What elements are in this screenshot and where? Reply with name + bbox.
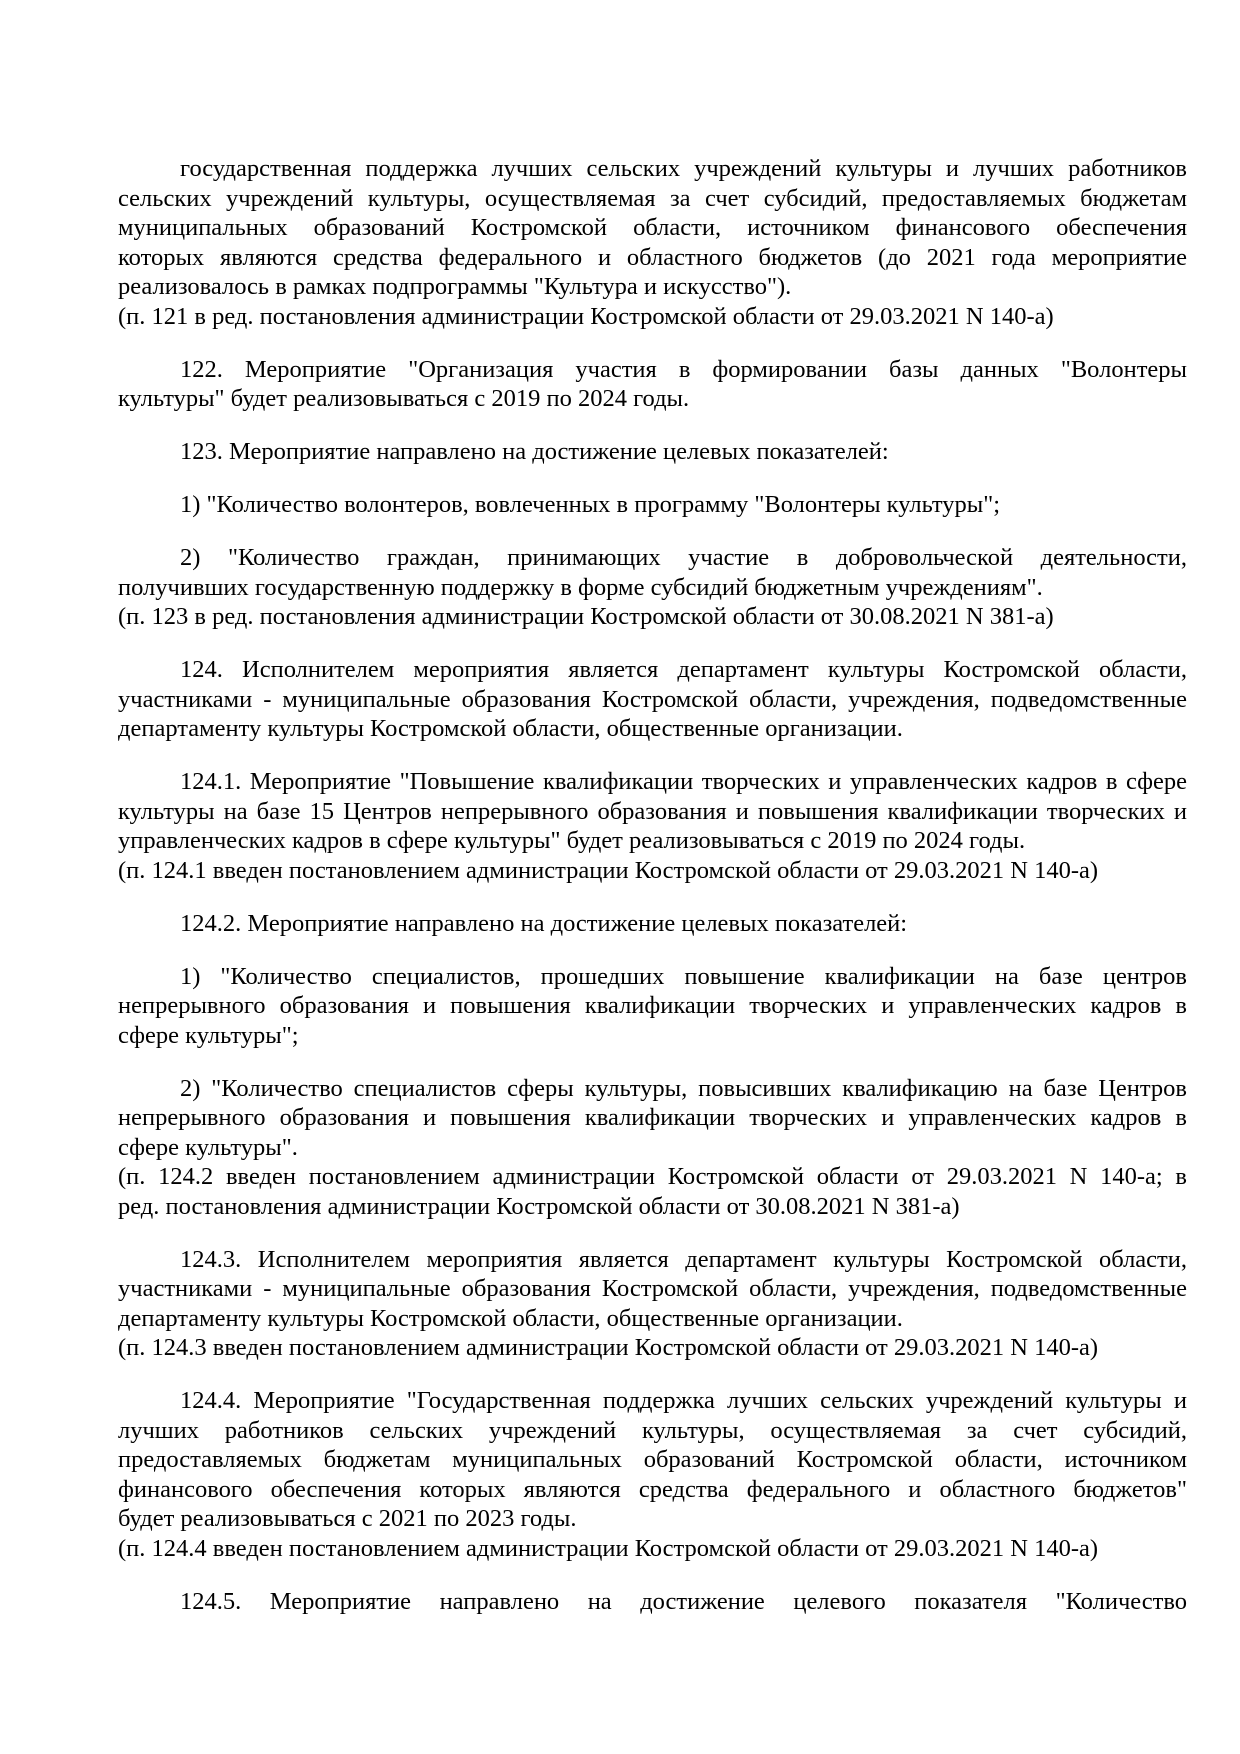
text-line: реализовалось в рамках подпрограммы "Культура и искусство"). [118,273,792,300]
text-line: которых являются средства федерального и областного бюджетов (до 2021 года мероприятие [118,243,1187,271]
document-page [118,154,1187,1640]
paragraph [118,154,1187,331]
text-line: непрерывного образования и повышения квалификации творческих и управленческих кадров в [118,1104,1187,1131]
paragraph [118,1386,1187,1563]
amendment-note-line: ред. постановления администрации Костромской области от 30.08.2021 N 381-а) [118,1192,960,1220]
paragraph [118,1074,1187,1222]
text-line: департаменту культуры Костромской области, общественные организации. [118,715,903,742]
text-line: департаменту культуры Костромской области, общественные организации. [118,1304,903,1332]
amendment-note-line: (п. 123 в ред. постановления администрации Костромской области от 30.08.2021 N 381-а) [118,603,1054,630]
text-line: 124.5. Мероприятие направлено на достижение целевого показателя "Количество [180,1587,1187,1615]
paragraph [118,355,1187,414]
text-line: непрерывного образования и повышения квалификации творческих и управленческих кадров в [118,992,1187,1019]
text-line: 1) "Количество волонтеров, вовлеченных в программу "Волонтеры культуры"; [180,491,1001,518]
amendment-note-line: (п. 124.2 введен постановлением администрации Костромской области от 29.03.2021 N 140-а; в [118,1163,1187,1190]
text-line: 124.4. Мероприятие "Государственная поддержка лучших сельских учреждений культуры и [180,1387,1187,1414]
paragraph [118,543,1187,632]
text-line: лучших работников сельских учреждений культуры, осуществляемая за счет субсидий, [118,1416,1187,1444]
text-line: 122. Мероприятие "Организация участия в формировании базы данных "Волонтеры [180,355,1187,383]
paragraph [118,1245,1187,1363]
text-line: 1) "Количество специалистов, прошедших повышение квалификации на базе центров [180,962,1187,990]
text-line: получивших государственную поддержку в форме субсидий бюджетным учреждениям". [118,573,1043,601]
text-line: 123. Мероприятие направлено на достижение целевых показателей: [180,438,889,465]
text-line: участниками - муниципальные образования Костромской области, учреждения, подведомственные [118,685,1187,713]
paragraph [118,655,1187,744]
text-line: 124. Исполнителем мероприятия является департамент культуры Костромской области, [180,656,1187,683]
paragraph [118,767,1187,885]
paragraph [118,962,1187,1051]
text-line: управленческих кадров в сфере культуры" будет реализовываться с 2019 по 2024 годы. [118,827,1026,854]
paragraph [118,437,1187,467]
text-line: сельских учреждений культуры, осуществляемая за счет субсидий, предоставляемых бюджетам [118,184,1187,212]
text-line: 124.1. Мероприятие "Повышение квалификации творческих и управленческих кадров в сфере [180,768,1187,795]
text-line: сфере культуры"; [118,1021,299,1049]
text-line: 2) "Количество специалистов сферы культуры, повысивших квалификацию на базе Центров [180,1074,1187,1102]
amendment-note-line: (п. 124.3 введен постановлением администрации Костромской области от 29.03.2021 N 140-а) [118,1334,1099,1361]
paragraph [118,1587,1187,1617]
text-line: культуры" будет реализовываться с 2019 по 2024 годы. [118,385,690,412]
text-line: финансового обеспечения которых являются средства федерального и областного бюджетов" [118,1475,1187,1503]
paragraph [118,909,1187,939]
text-line: участниками - муниципальные образования Костромской области, учреждения, подведомственные [118,1275,1187,1302]
text-line: культуры на базе 15 Центров непрерывного образования и повышения квалификации творческих и [118,797,1187,825]
text-line: 124.3. Исполнителем мероприятия является департамент культуры Костромской области, [180,1245,1187,1273]
paragraph [118,490,1187,520]
text-line: государственная поддержка лучших сельских учреждений культуры и лучших работников [180,155,1187,182]
text-line: будет реализовываться с 2021 по 2023 годы. [118,1505,577,1532]
amendment-note-line: (п. 124.1 введен постановлением администрации Костромской области от 29.03.2021 N 140-а) [118,856,1099,884]
text-line: 124.2. Мероприятие направлено на достижение целевых показателей: [180,909,908,937]
text-line: предоставляемых бюджетам муниципальных образований Костромской области, источником [118,1446,1187,1473]
amendment-note-line: (п. 124.4 введен постановлением администрации Костромской области от 29.03.2021 N 140-а) [118,1534,1099,1562]
text-line: сфере культуры". [118,1133,298,1161]
amendment-note-line: (п. 121 в ред. постановления администрации Костромской области от 29.03.2021 N 140-а) [118,302,1054,330]
text-line: 2) "Количество граждан, принимающих участие в добровольческой деятельности, [180,544,1187,571]
text-line: муниципальных образований Костромской области, источником финансового обеспечения [118,214,1187,241]
